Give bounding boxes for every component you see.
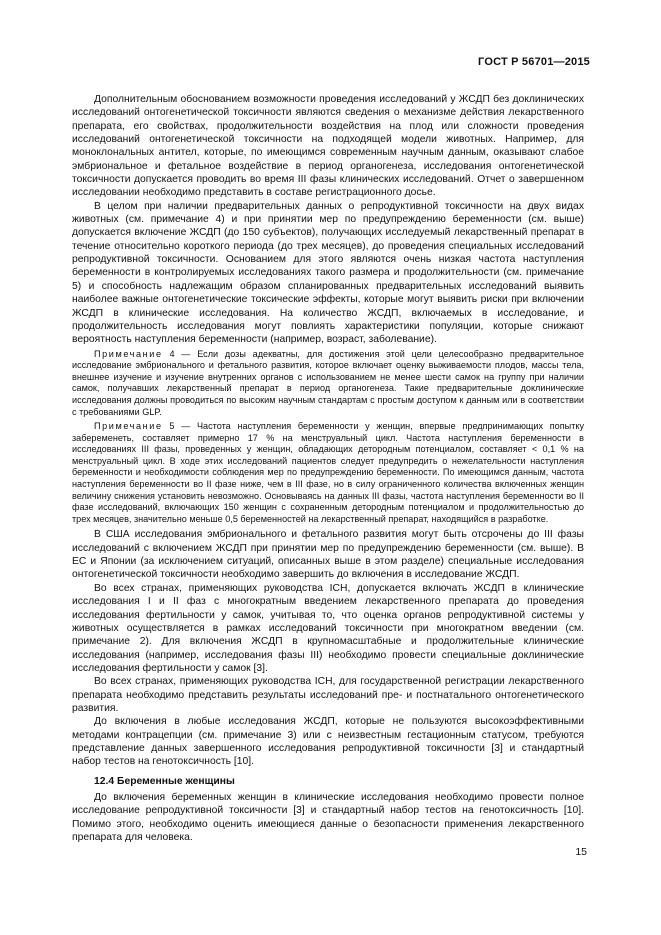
page-number: 15	[575, 846, 587, 858]
paragraph: Во всех странах, применяющих руководства ICH, допускается включать ЖСДП в клинические исследования I и II фаз с многократным введением лекарственного препарата до проведения исследования фертильности у самок, учитывая то, что оценка органов репродуктивной системы у животных осуществляется в рамках исследований токсичности при многократном введении (см. примечание 2). Для включения ЖСДП в крупномасштабные и продолжительные клинические исследования (например, исследования фазы III) необходимо провести специальные доклинические исследования фертильности у самок [3].	[72, 582, 584, 674]
paragraph: Во всех странах, применяющих руководства ICH, для государственной регистрации лекарственного препарата необходимо представить результаты исследований пре- и постнатального онтогенетического развития.	[72, 676, 584, 714]
paragraph: В целом при наличии предварительных данных о репродуктивной токсичности на двух видах животных (см. примечание 4) и при принятии мер по предупреждению беременности (см. выше) допускается включение ЖСДП (до 150 субъектов), получающих исследуемый лекарственный препарат в течение относительно короткого периода (до трех месяцев), до проведения специальных исследований репродуктивной токсичности. Основанием для этого являются очень низкая частота наступления беременности в контролируемых исследованиях такого размера и продолжительности (см. примечание 5) и способность надлежащим образом спланированных предварительных исследований выявить наиболее важные онтогенетические токсические эффекты, которые могут выявить риски при включении ЖСДП в клинические исследования. На количество ЖСДП, включаемых в исследование, и продолжительность исследования могут повлиять характеристики популяции, которые снижают вероятность наступления беременности (например, возраст, заболевание).	[72, 200, 584, 346]
paragraph: До включения в любые исследования ЖСДП, которые не пользуются высокоэффективными методами контрацепции (см. примечание 3) или с неизвестным гестационным статусом, требуются представление данных завершенного исследования репродуктивной токсичности [3] и стандартный набор тестов на генотоксичность [10].	[72, 716, 584, 768]
note-5	[72, 421, 584, 525]
note-text: 5 — Частота наступления беременности у женщин, впервые предпринимающих попытку забеременеть, составляет примерно 17 % на менструальный цикл. Частота наступления беременности в исследованиях III фазы, проведенных у женщин, обладающих детородным потенциалом, составляет < 0,1 % на менструальный цикл. В ходе этих исследований пациентов следует предупредить о нежелательности наступления беременности и необходимости соблюдения мер по предупреждению беременности. По имеющимся данным, частота наступления беременности во II фазе ниже, чем в III фазе, но в силу ограниченного количества включенных женщин величину снижения установить невозможно. Основываясь на данных III фазы, частота наступления беременности во II фазе исследований, включающих 150 женщин с сохраненным детородным потенциалом и продолжительностью до трех месяцев, значительно меньше 0,5 беременностей на лекарственный препарат, находящийся в разработке.	[72, 421, 584, 524]
note-label: Примечание	[94, 348, 163, 359]
note-label: Примечание	[94, 421, 163, 432]
document-id: ГОСТ Р 56701—2015	[478, 56, 590, 68]
paragraph: До включения беременных женщин в клинические исследования необходимо провести полное исследование репродуктивной токсичности [3] и стандартный набор тестов на генотоксичность [10]. Помимо этого, необходимо оценить имеющиеся данные о безопасности применения лекарственного препарата для человека.	[72, 791, 584, 843]
note-text: 4 — Если дозы адекватны, для достижения этой цели целесообразно предварительное исследование эмбрионального и фетального развития, которое включает оценку выживаемости плодов, массы тела, внешнее изучение и изучение внутренних органов с использованием не менее шести самок на группу при наличии самок, получавших лекарственный препарат в период органогенеза. Такие предварительные доклинические исследования должны проводиться по высоким научным стандартам с простым доступом к данным или в соответствии с требованиями GLP.	[72, 348, 584, 417]
page-content	[72, 93, 584, 844]
note-4	[72, 349, 584, 419]
paragraph: В США исследования эмбрионального и фетального развития могут быть отсрочены до III фазы исследований с включением ЖСДП при принятии мер по предупреждению беременности (см. выше). В ЕС и Японии (за исключением ситуаций, описанных выше в этом разделе) специальные исследования онтогенетической токсичности необходимо завершить до включения в исследование ЖСДП.	[72, 529, 584, 581]
section-heading: 12.4 Беременные женщины	[94, 775, 235, 787]
paragraph: Дополнительным обоснованием возможности проведения исследований у ЖСДП без доклинических исследований онтогенетической токсичности являются сведения о механизме действия лекарственного препарата, его свойствах, продолжительности воздействия на плод или сложности проведения исследований онтогенетической токсичности на подходящей модели животных. Например, для моноклональных антител, которые, по имеющимся современным научным данным, оказывают слабое эмбриональное и фетальное воздействие в период органогенеза, исследования онтогенетической токсичности допускается проводить во время III фазы клинических исследований. Отчет о завершенном исследовании необходимо представить в составе регистрационного досье.	[72, 94, 584, 199]
